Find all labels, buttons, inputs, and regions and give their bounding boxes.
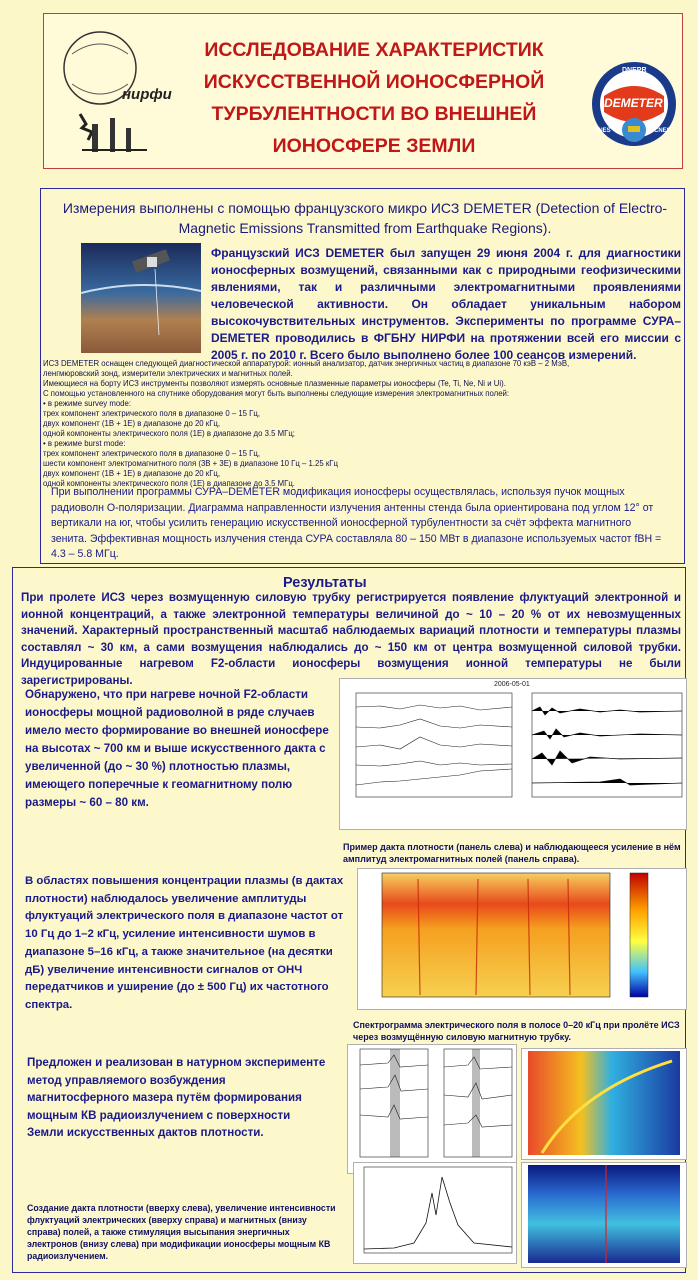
demeter-logo [590, 52, 678, 156]
launch-text: Французский ИСЗ DEMETER был запущен 29 июня 2004 г. для диагностики ионосферных возмущений, связанными как с природными геофизическими явлениями, так и различными электромагнитными проявлениями человеческой активности. Он обладает уникальным набором высокочувствительных инструментов. Эксперименты по программе СУРА–DEMETER проводились в ФГБНУ НИРФИ на протяжении всей его миссии с 2005 г. по 2010 г. Всего было выполнено более 100 сеансов измерений. [211, 246, 681, 362]
nirfi-logo-text: нирфи [122, 86, 172, 103]
poster-title: ИССЛЕДОВАНИЕ ХАРАКТЕРИСТИК ИСКУССТВЕННОЙ ИОНОСФЕРНОЙ ТУРБУЛЕНТНОСТИ ВО ВНЕШНЕЙ ИОНОСФЕРЕ ЗЕМЛИ [203, 39, 545, 157]
demeter-logo-cnes-left: CNES [594, 128, 611, 134]
demeter-logo-cnes-right: CNES [654, 128, 671, 134]
duct-panels-figure [347, 1044, 517, 1174]
spectrogram-figure [357, 868, 687, 1010]
satellite-image [81, 243, 201, 353]
density-duct-figure [339, 678, 687, 830]
results-title: Результаты [283, 575, 367, 591]
intro-text: Измерения выполнены с помощью французского микро ИСЗ DEMETER (Detection of Electro-Magnetic Emissions Transmitted from Earthquake Regions). [62, 200, 668, 236]
magnetic-spectrogram-figure [521, 1162, 687, 1268]
demeter-logo-top: DNEPR [622, 67, 647, 74]
results-panel [12, 567, 686, 1273]
results-intro: При пролете ИСЗ через возмущенную силовую трубку регистрируется появление флуктуаций электронной и ионной концентраций, а также электронной температуры величиной до ~ 10 – 20 % от их невозмущенных значений. Характерный пространственный масштаб наблюдаемых вариаций плотности и температуры плазмы составлял ~ 30 км, а сами возмущения наблюдались до ~ 150 км от центра возмущенной силовой трубки. Индуцированные нагревом F2-области ионосферы возмущения ионной температуры не были зарегистрированы. [21, 591, 681, 687]
equipment-text: ИСЗ DEMETER оснащен следующей диагностической аппаратурой: ионный анализатор, датчик энергичных частиц в диапазоне 70 кэВ – 2 МэВ, ленгмюровский зонд, измерители электрических и магнитных полей. Имеющиеся на борту ИСЗ инструменты позволяют измерять основные плазменные параметры ионосферы (Te, Ti, Ne, Ni и Ui). С помощью установленного на спутнике оборудования могут быть выполнены следующие измерения электромагнитных полей: • в режиме survey mode: трех компонент электрического поля в диапазоне 0 – 15 Гц, двух компонент (1В + 1Е) в диапазоне до 20 кГц, одной компоненты электрического поля (1Е) в диапазоне до 3.5 МГц; • в режиме burst mode: трех компонент электрического поля в диапазоне 0 – 15 Гц, шести компонент электромагнитного поля (3В + 3Е) в диапазоне 10 Гц – 1.25 кГц двух компонент (1В + 1Е) в диапазоне до 20 кГц, одной компоненты электрического поля (1Е) в диапазоне до 3.5 МГц. [43, 359, 570, 488]
instrument-panel [40, 188, 685, 564]
finding-duct: Обнаружено, что при нагреве ночной F2-области ионосферы мощной радиоволной в ряде случаев имело место формирование во внешней ионосфере на высотах ~ 700 км и выше искусственного дакта с увеличенной (до ~ 30 %) плотностью плазмы, имеющего поперечные к геомагнитному полю размеры ~ 60 – 80 км. [25, 688, 329, 809]
finding-maser: Предложен и реализован в натурном эксперименте метод управляемого возбуждения магнитосферного мазера путём формирования мощным КВ радиоизлучением с поверхности Земли искусственных дактов плотности. [27, 1056, 326, 1139]
density-duct-caption: Пример дакта плотности (панель слева) и наблюдающееся усиление в нём амплитуд электромагнитных полей (панель справа). [343, 842, 681, 864]
finding-field: В областях повышения концентрации плазмы (в дактах плотности) наблюдалось увеличение амплитуды флуктуаций электрического поля в диапазоне частот от 10 Гц до 1–2 кГц, усиление интенсивности шумов в диапазоне 5–16 кГц, а также значительное (на десятки дБ) увеличение интенсивности сигналов от ОНЧ передатчиков и уширение (до ± 500 Гц) их частотного спектра. [25, 875, 344, 1011]
electron-flux-figure [353, 1162, 517, 1264]
spectrogram-caption: Спектрограмма электрического поля в полосе 0–20 кГц при пролёте ИСЗ через возмущённую силовую магнитную трубку. [353, 1020, 680, 1042]
sura-text: При выполнении программы СУРА–DEMETER модификация ионосферы осуществлялась, используя пучок мощных радиоволн О-поляризации. Диаграмма направленности излучения антенны стенда была ориентирована под углом 12° от вертикали на юг, чтобы усилить генерацию искусственной ионосферной турбулентности за счёт эффекта магнитного зенита. Эффективная мощность излучения стенда СУРА составляла 80 – 150 МВт в диапазоне используемых частот fВН = 4.3 – 5.8 МГц. [51, 486, 662, 560]
figure-date: 2006-05-01 [494, 681, 530, 688]
finding-caption-bottom: Создание дакта плотности (вверху слева), увеличение интенсивности флуктуаций электрических (вверху справа) и магнитных (внизу справа) полей, а также стимуляция высыпания энергичных электронов (внизу слева) при модификации ионосферы мощным КВ радиоизлучением. [27, 1203, 336, 1261]
demeter-logo-name: DEMETER [604, 96, 663, 110]
header-panel [43, 13, 683, 169]
nirfi-logo [52, 24, 170, 160]
electric-spectrogram-figure [521, 1048, 687, 1160]
